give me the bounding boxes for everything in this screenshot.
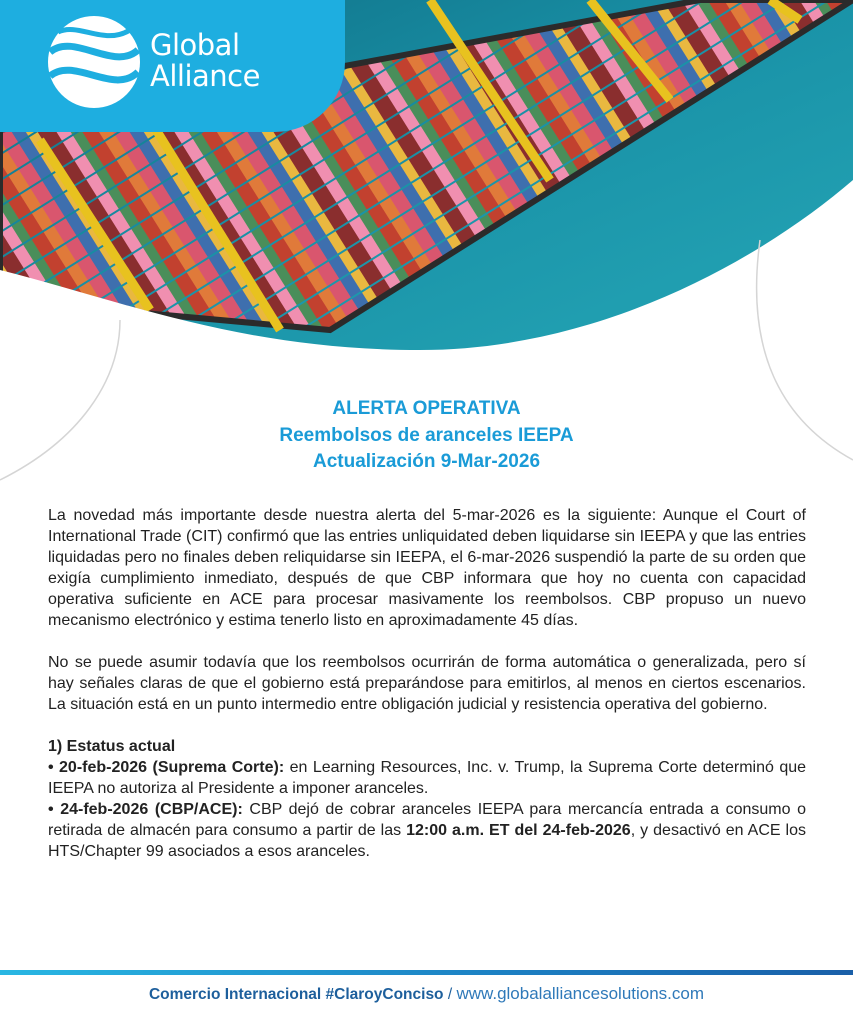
footer-website-link[interactable]: www.globalalliancesolutions.com: [456, 984, 705, 1003]
footer-divider: [0, 970, 853, 975]
bullet-item: [48, 799, 806, 862]
bullet-item: [48, 757, 806, 799]
footer-tagline: Comercio Internacional #ClaroyConciso: [148, 986, 444, 1003]
footer: [0, 984, 853, 1004]
footer-separator: /: [443, 986, 457, 1003]
bullet-mark: •: [48, 801, 61, 818]
title-line: ALERTA OPERATIVA: [332, 398, 521, 419]
section-heading: 1) Estatus actual: [48, 738, 176, 755]
brand-name-line2: Alliance: [150, 59, 260, 93]
subtitle-line: Reembolsos de aranceles IEEPA: [279, 424, 574, 446]
bullet-bold: 12:00 a.m. ET del 24-feb-2026: [406, 822, 631, 839]
bullet-text: , y desactivó en ACE los HTS/Chapter 99 asociados a esos aranceles.: [48, 822, 807, 860]
bullet-bold: 24-feb-2026 (CBP/ACE):: [60, 801, 243, 818]
date-line: Actualización 9-Mar-2026: [312, 451, 541, 472]
brand-name-line1: Global: [150, 28, 240, 62]
body-text: [48, 505, 806, 862]
bullet-text: CBP dejó de cobrar aranceles IEEPA para mercancía entrada a consumo o retirada de almacén para consumo a partir de las: [48, 801, 806, 839]
paragraph: No se puede asumir todavía que los reembolsos ocurrirán de forma automática o generalizada, pero sí hay señales claras de que el gobierno está preparándose para emitirlos, al menos en ciertos escenarios. La situación está en un punto intermedio entre obligación judicial y resistencia operativa del gobierno.: [48, 654, 806, 713]
alert-title: [0, 396, 853, 476]
globe-logo-icon: [44, 12, 144, 112]
bullet-text: en Learning Resources, Inc. v. Trump, la Suprema Corte determinó que IEEPA no autoriza al Presidente a imponer aranceles.: [48, 759, 807, 797]
logo: [0, 0, 345, 132]
bullet-mark: •: [48, 759, 60, 776]
section-status: [48, 736, 806, 862]
bullet-bold: 20-feb-2026 (Suprema Corte):: [59, 759, 285, 776]
paragraph: La novedad más importante desde nuestra alerta del 5-mar-2026 es la siguiente: Aunque el Court of International Trade (CIT) confirmó que las entries unliquidated deben liquidarse sin IEEPA y que las entries liquidadas pero no finales deben reliquidarse sin IEEPA, el 6-mar-2026 suspendió la parte de su orden que exigía cumplimiento inmediato, después de que CBP informara que hoy no cuenta con capacidad operativa suficiente en ACE para procesar masivamente los reembolsos. CBP propuso un nuevo mecanismo electrónico y estima tenerlo listo en aproximadamente 45 días.: [48, 507, 806, 629]
